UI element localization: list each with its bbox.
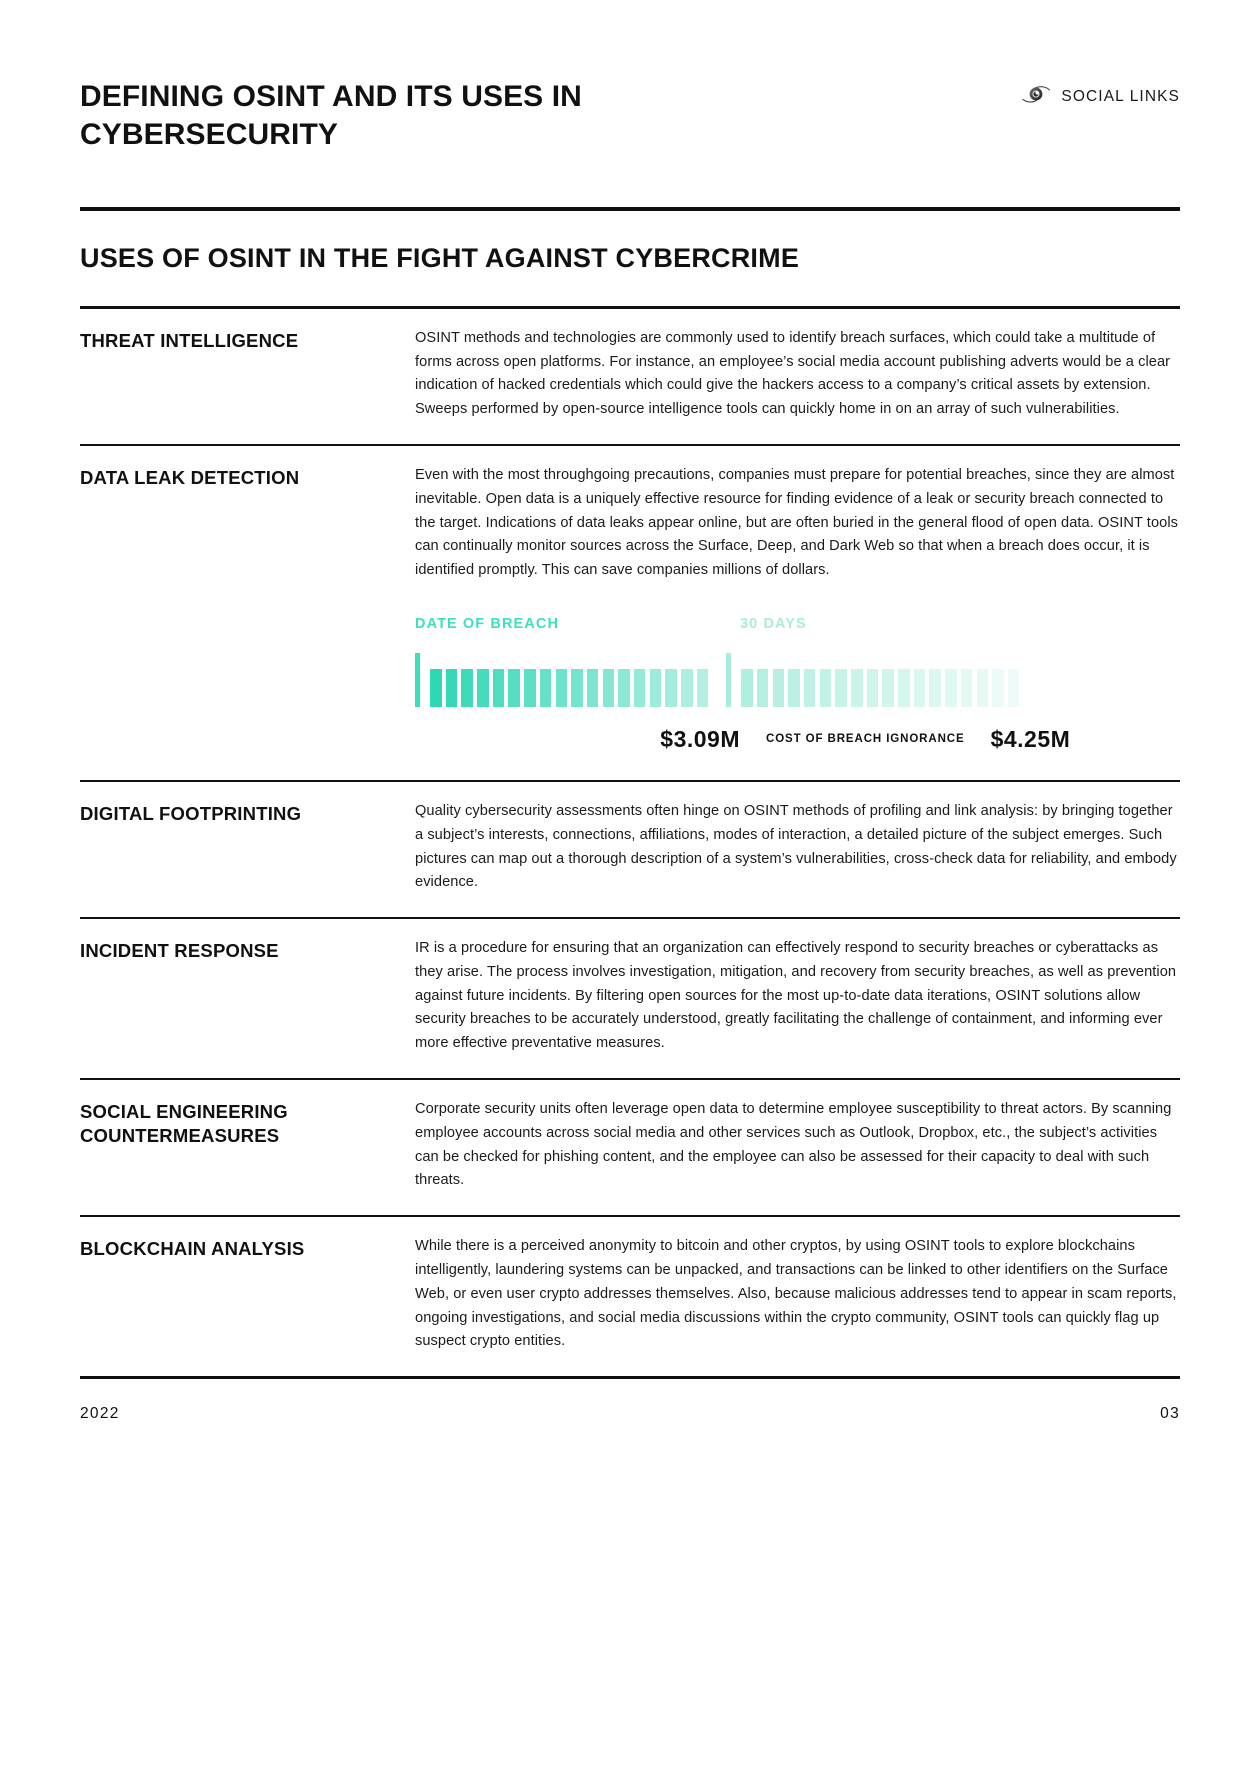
chart-bar: [493, 669, 505, 707]
content-row-data-leak-detection: [80, 446, 1180, 780]
chart-bar: [882, 669, 894, 707]
bar-group-marker: [415, 653, 420, 707]
chart-bar: [524, 669, 536, 707]
chart-bar: [430, 669, 442, 707]
chart-bar: [820, 669, 832, 707]
row-paragraph: Even with the most throughgoing precautions, companies must prepare for potential breaches, since they are almost inevitable. Open data is a uniquely effective resource for finding evidence of a leak or security breach connected to the target. Indications of data leaks appear online, but are often buried in the general flood of open data. OSINT tools can continually monitor sources across the Surface, Deep, and Dark Web so that when a breach does occur, it is identified promptly. This can save companies millions of dollars.: [415, 467, 1179, 579]
page-title: DEFINING OSINT AND ITS USES IN CYBERSECURITY: [80, 80, 582, 152]
legend-label-30-days: 30 DAYS: [740, 615, 807, 632]
row-paragraph: While there is a perceived anonymity to bitcoin and other cryptos, by using OSINT tools to explore blockchains intelligently, laundering systems can be unpacked, and transactions can be linked to other identifiers on the Surface Web, or even user crypto addresses themselves. Also, because malicious addresses tend to appear in scam reports, ongoing investigations, and social media discussions within the crypto community, OSINT tools can quickly flag up suspect crypto entities.: [415, 1238, 1177, 1350]
chart-bar: [804, 669, 816, 707]
chart-bar: [992, 669, 1004, 707]
chart-bar: [1008, 669, 1020, 707]
content-row-threat-intelligence: [80, 309, 1180, 444]
row-label: SOCIAL ENGINEERING COUNTERMEASURES: [80, 1101, 288, 1146]
brand-name: SOCIAL LINKS: [1061, 87, 1180, 105]
chart-bar: [571, 669, 583, 707]
chart-bar: [929, 669, 941, 707]
bar-group-date-of-breach: [415, 653, 708, 707]
footer-page-number: 03: [1160, 1405, 1180, 1423]
chart-bar: [477, 669, 489, 707]
row-label: INCIDENT RESPONSE: [80, 940, 279, 962]
chart-bar: [773, 669, 785, 707]
row-paragraph: Corporate security units often leverage open data to determine employee susceptibility to threat actors. By scanning employee accounts across social media and other services such as Outlook, Dropbox, etc., the subject’s activities can be checked for phishing content, and the employee can also be assessed for their capacity to deal with such threats.: [415, 1101, 1172, 1189]
chart-bar: [446, 669, 458, 707]
chart-bar: [665, 669, 677, 707]
row-body: [415, 1235, 1180, 1354]
row-body: [415, 800, 1180, 895]
footer-year: 2022: [80, 1405, 120, 1423]
chart-bar: [757, 669, 769, 707]
chart-bar: [618, 669, 630, 707]
chart-bar: [697, 669, 709, 707]
chart-bar: [508, 669, 520, 707]
row-label: DIGITAL FOOTPRINTING: [80, 803, 302, 825]
legend-label-date-of-breach: DATE OF BREACH: [415, 615, 560, 632]
chart-bar: [788, 669, 800, 707]
bar-group-marker: [726, 653, 731, 707]
document-footer: [80, 1379, 1180, 1423]
row-label: DATA LEAK DETECTION: [80, 467, 300, 488]
document-header: [80, 78, 1180, 155]
chart-bar: [741, 669, 753, 707]
row-body: [415, 464, 1180, 758]
row-paragraph: IR is a procedure for ensuring that an organization can effectively respond to security breaches or cyberattacks as they arise. The process involves investigation, mitigation, and recovery from security breaches, as well as prevention against future incidents. By filtering open sources for the most up-to-date data iterations, OSINT solutions allow security breaches to be accurately understood, greatly facilitating the challenge of containment, and informing ever more effective preventative measures.: [415, 940, 1177, 1052]
row-label: THREAT INTELLIGENCE: [80, 329, 299, 351]
row-label: BLOCKCHAIN ANALYSIS: [80, 1238, 305, 1260]
chart-bar: [851, 669, 863, 707]
bar-series-date-of-breach: [430, 669, 708, 707]
chart-bar: [898, 669, 910, 707]
content-row-digital-footprinting: [80, 782, 1180, 917]
row-paragraph: OSINT methods and technologies are commonly used to identify breach surfaces, which could take a multitude of forms across open platforms. For instance, an employee’s social media account publishing adverts would be a clear indication of hacked credentials which could give the hackers access to a company’s critical assets by extension. Sweeps performed by open-source intelligence tools can quickly home in on an array of such vulnerabilities.: [415, 329, 1171, 418]
chart-bar: [867, 669, 879, 707]
chart-title: COST OF BREACH IGNORANCE: [766, 732, 965, 745]
chart-bar: [587, 669, 599, 707]
chart-bar: [914, 669, 926, 707]
chart-bars: [415, 653, 1180, 707]
chart-bar: [556, 669, 568, 707]
row-body: [415, 327, 1180, 422]
chart-bar: [835, 669, 847, 707]
chart-legend: [415, 613, 1180, 637]
chart-bar: [650, 669, 662, 707]
brand-logo: [1021, 85, 1180, 108]
bar-series-30-days: [741, 669, 1019, 707]
chart-bar: [540, 669, 552, 707]
chart-bar: [681, 669, 693, 707]
breach-cost-chart: [415, 613, 1180, 758]
chart-bar: [603, 669, 615, 707]
content-row-blockchain-analysis: [80, 1217, 1180, 1376]
eye-spiral-icon: [1021, 85, 1051, 108]
row-paragraph: Quality cybersecurity assessments often hinge on OSINT methods of profiling and link analysis: by bringing together a subject’s interests, connections, affiliations, modes of interaction, a detailed picture of the subject emerges. Such pictures can map out a thorough description of a system’s vulnerabilities, cross-check data for reliability, and embody evidence.: [415, 803, 1177, 891]
section-title: USES OF OSINT IN THE FIGHT AGAINST CYBERCRIME: [80, 242, 800, 273]
chart-values: [415, 721, 1180, 758]
content-row-social-engineering-countermeasures: [80, 1080, 1180, 1215]
value-label-30-days: $4.25M: [990, 725, 1071, 752]
row-body: [415, 1098, 1180, 1193]
row-body: [415, 937, 1180, 1056]
bar-group-30-days: [726, 653, 1019, 707]
chart-bar: [961, 669, 973, 707]
chart-bar: [634, 669, 646, 707]
chart-bar: [945, 669, 957, 707]
content-row-incident-response: [80, 919, 1180, 1078]
chart-bar: [461, 669, 473, 707]
chart-bar: [977, 669, 989, 707]
value-label-date-of-breach: $3.09M: [660, 725, 740, 752]
